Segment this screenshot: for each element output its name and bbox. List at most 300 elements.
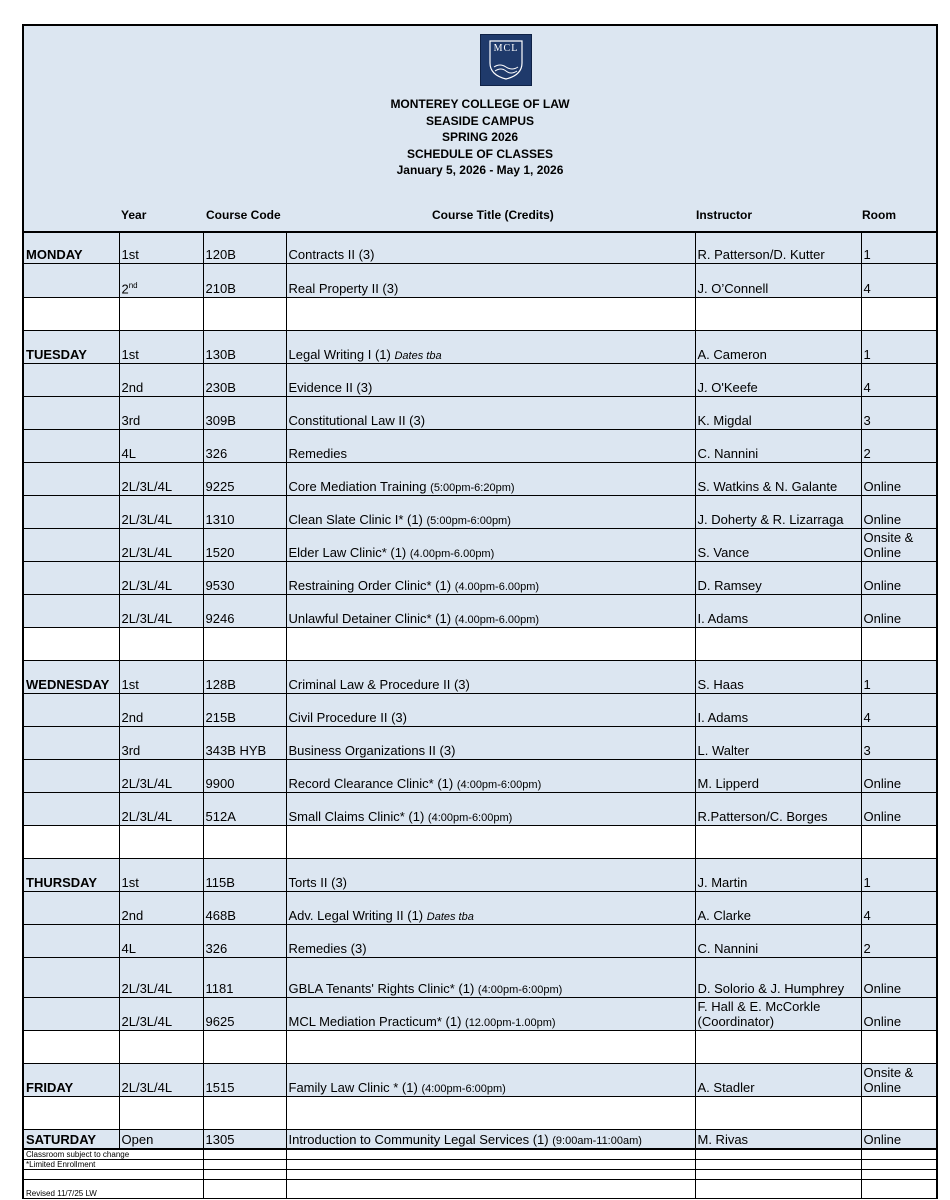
room-cell bbox=[861, 430, 936, 463]
course-time-note: (4:00pm-6:00pm) bbox=[477, 984, 563, 996]
day-cell bbox=[24, 298, 119, 331]
day-cell bbox=[24, 727, 119, 760]
course-title-cell bbox=[286, 628, 695, 661]
footer-note: Classroom subject to change bbox=[24, 1150, 203, 1160]
course-code-text: 1310 bbox=[205, 512, 235, 527]
room-text: Onsite & Online bbox=[863, 530, 914, 560]
course-title-text: Constitutional Law II (3) bbox=[288, 413, 426, 428]
course-code-text: 128B bbox=[205, 677, 236, 692]
course-title-text: Family Law Clinic * (1) bbox=[288, 1080, 418, 1095]
day-text: WEDNESDAY bbox=[26, 677, 110, 692]
year-cell bbox=[119, 264, 203, 298]
instructor-cell bbox=[695, 793, 861, 826]
year-cell bbox=[119, 1097, 203, 1130]
year-cell bbox=[119, 661, 203, 694]
year-text: 2L/3L/4L bbox=[121, 1080, 173, 1095]
footer-cell bbox=[203, 1170, 286, 1180]
footer-cell bbox=[861, 1160, 936, 1170]
year-text: 2L/3L/4L bbox=[121, 512, 173, 527]
room-text: 3 bbox=[863, 413, 871, 428]
course-code-cell bbox=[203, 595, 286, 628]
footer-row bbox=[24, 1170, 936, 1180]
spacer-row bbox=[24, 298, 936, 331]
course-time-note: (5:00pm-6:20pm) bbox=[430, 482, 515, 494]
room-text: Online bbox=[863, 512, 902, 527]
course-row bbox=[24, 562, 936, 595]
course-title-text: Remedies bbox=[288, 446, 348, 461]
course-time-note: (4.00pm-6.00pm) bbox=[409, 548, 495, 560]
course-title-text: Contracts II (3) bbox=[288, 247, 375, 262]
schedule-table bbox=[24, 232, 936, 1149]
instructor-cell bbox=[695, 826, 861, 859]
day-cell bbox=[24, 661, 119, 694]
course-title-text: Remedies (3) bbox=[288, 941, 367, 956]
course-code-cell bbox=[203, 264, 286, 298]
day-cell bbox=[24, 364, 119, 397]
instructor-cell bbox=[695, 264, 861, 298]
instructor-cell bbox=[695, 998, 861, 1031]
course-title-cell bbox=[286, 1130, 695, 1149]
course-title-text: Small Claims Clinic* (1) bbox=[288, 809, 425, 824]
schedule-sheet bbox=[22, 24, 938, 1199]
instructor-text: S. Watkins & N. Galante bbox=[697, 479, 838, 494]
year-text: 2L/3L/4L bbox=[121, 578, 173, 593]
room-cell bbox=[861, 264, 936, 298]
instructor-cell bbox=[695, 463, 861, 496]
room-cell bbox=[861, 463, 936, 496]
footer-cell bbox=[695, 1170, 861, 1180]
column-header-room: Room bbox=[862, 208, 896, 222]
course-code-text: 343B HYB bbox=[205, 743, 267, 758]
course-code-cell bbox=[203, 760, 286, 793]
course-row bbox=[24, 958, 936, 998]
course-code-cell bbox=[203, 628, 286, 661]
year-text: 2L/3L/4L bbox=[121, 776, 173, 791]
room-cell bbox=[861, 1097, 936, 1130]
spacer-row bbox=[24, 826, 936, 859]
course-row bbox=[24, 233, 936, 264]
year-text: Open bbox=[121, 1132, 154, 1147]
course-time-note: (4:00pm-6:00pm) bbox=[427, 812, 513, 824]
course-row bbox=[24, 694, 936, 727]
instructor-text: F. Hall & E. McCorkle (Coordinator) bbox=[697, 999, 821, 1029]
course-row bbox=[24, 264, 936, 298]
course-code-cell bbox=[203, 958, 286, 998]
day-cell bbox=[24, 793, 119, 826]
room-cell bbox=[861, 760, 936, 793]
course-title-cell bbox=[286, 925, 695, 958]
course-code-cell bbox=[203, 892, 286, 925]
footer-cell bbox=[861, 1170, 936, 1180]
instructor-text: R.Patterson/C. Borges bbox=[697, 809, 828, 824]
course-title-cell bbox=[286, 727, 695, 760]
instructor-text: S. Haas bbox=[697, 677, 744, 692]
footer-note: Revised 11/7/25 LW bbox=[24, 1180, 203, 1199]
course-title-text: Adv. Legal Writing II (1) bbox=[288, 908, 424, 923]
year-cell bbox=[119, 958, 203, 998]
course-code-cell bbox=[203, 925, 286, 958]
footer-cell bbox=[861, 1150, 936, 1160]
year-text: 2nd bbox=[121, 908, 144, 923]
course-title-cell bbox=[286, 1064, 695, 1097]
course-code-text: 9530 bbox=[205, 578, 235, 593]
instructor-cell bbox=[695, 496, 861, 529]
room-text: Online bbox=[863, 578, 902, 593]
course-title-cell bbox=[286, 661, 695, 694]
course-row bbox=[24, 727, 936, 760]
schedule-title-block bbox=[24, 96, 936, 179]
room-cell bbox=[861, 1031, 936, 1064]
course-row bbox=[24, 998, 936, 1031]
instructor-text: J. O'Keefe bbox=[697, 380, 758, 395]
course-row bbox=[24, 661, 936, 694]
course-code-cell bbox=[203, 430, 286, 463]
course-code-text: 9225 bbox=[205, 479, 235, 494]
year-cell bbox=[119, 793, 203, 826]
year-text: 2L/3L/4L bbox=[121, 809, 173, 824]
year-cell bbox=[119, 233, 203, 264]
footer-row bbox=[24, 1180, 936, 1199]
room-cell bbox=[861, 694, 936, 727]
room-cell bbox=[861, 958, 936, 998]
course-code-cell bbox=[203, 859, 286, 892]
course-code-cell bbox=[203, 496, 286, 529]
room-cell bbox=[861, 892, 936, 925]
instructor-text: S. Vance bbox=[697, 545, 750, 560]
course-row bbox=[24, 331, 936, 364]
instructor-cell bbox=[695, 892, 861, 925]
instructor-cell bbox=[695, 595, 861, 628]
course-title-text: Civil Procedure II (3) bbox=[288, 710, 407, 725]
course-code-cell bbox=[203, 562, 286, 595]
instructor-text: I. Adams bbox=[697, 710, 749, 725]
course-code-cell bbox=[203, 998, 286, 1031]
day-cell bbox=[24, 233, 119, 264]
instructor-cell bbox=[695, 562, 861, 595]
course-dates-note: Dates tba bbox=[426, 911, 474, 923]
room-cell bbox=[861, 793, 936, 826]
year-cell bbox=[119, 925, 203, 958]
course-code-text: 9900 bbox=[205, 776, 235, 791]
year-cell bbox=[119, 298, 203, 331]
course-code-cell bbox=[203, 661, 286, 694]
course-time-note: (12.00pm-1.00pm) bbox=[465, 1017, 556, 1029]
course-title-text: Evidence II (3) bbox=[288, 380, 373, 395]
column-header-year: Year bbox=[121, 208, 147, 222]
room-cell bbox=[861, 628, 936, 661]
year-text: 2L/3L/4L bbox=[121, 981, 173, 996]
instructor-text: J. Doherty & R. Lizarraga bbox=[697, 512, 844, 527]
year-cell bbox=[119, 1064, 203, 1097]
year-text: 2nd bbox=[121, 710, 144, 725]
course-title-cell bbox=[286, 496, 695, 529]
day-cell bbox=[24, 826, 119, 859]
course-code-text: 1515 bbox=[205, 1080, 235, 1095]
day-cell bbox=[24, 925, 119, 958]
room-cell bbox=[861, 1064, 936, 1097]
room-cell bbox=[861, 496, 936, 529]
instructor-cell bbox=[695, 859, 861, 892]
course-code-text: 326 bbox=[205, 941, 228, 956]
column-header-code: Course Code bbox=[206, 208, 281, 222]
course-title-cell bbox=[286, 694, 695, 727]
room-cell bbox=[861, 727, 936, 760]
room-text: Online bbox=[863, 809, 902, 824]
room-text: 3 bbox=[863, 743, 871, 758]
course-title-text: Torts II (3) bbox=[288, 875, 348, 890]
instructor-cell bbox=[695, 1064, 861, 1097]
course-row bbox=[24, 892, 936, 925]
course-title-cell bbox=[286, 562, 695, 595]
course-title-text: Unlawful Detainer Clinic* (1) bbox=[288, 611, 452, 626]
course-code-text: 120B bbox=[205, 247, 236, 262]
room-cell bbox=[861, 331, 936, 364]
term-name: SPRING 2026 bbox=[441, 130, 519, 144]
footer-cell bbox=[203, 1180, 286, 1199]
room-text: 2 bbox=[863, 446, 871, 461]
day-cell bbox=[24, 760, 119, 793]
year-cell bbox=[119, 1031, 203, 1064]
instructor-text: A. Clarke bbox=[697, 908, 751, 923]
course-code-cell bbox=[203, 463, 286, 496]
instructor-cell bbox=[695, 430, 861, 463]
year-cell bbox=[119, 397, 203, 430]
day-cell bbox=[24, 1031, 119, 1064]
document-title: SCHEDULE OF CLASSES bbox=[406, 146, 553, 161]
course-row bbox=[24, 1130, 936, 1149]
room-text: 2 bbox=[863, 941, 871, 956]
course-code-text: 309B bbox=[205, 413, 236, 428]
instructor-cell bbox=[695, 661, 861, 694]
day-cell bbox=[24, 1130, 119, 1149]
room-text: 1 bbox=[863, 677, 871, 692]
course-code-text: 210B bbox=[205, 281, 236, 296]
instructor-text: D. Ramsey bbox=[697, 578, 762, 593]
course-title-cell bbox=[286, 364, 695, 397]
campus-name: SEASIDE CAMPUS bbox=[425, 113, 535, 128]
instructor-text: J. Martin bbox=[697, 875, 748, 890]
day-cell bbox=[24, 628, 119, 661]
footer-row bbox=[24, 1160, 936, 1170]
year-text: 2nd bbox=[121, 380, 144, 395]
year-text: 4L bbox=[121, 446, 136, 461]
course-title-text: GBLA Tenants' Rights Clinic* (1) bbox=[288, 981, 475, 996]
course-title-text: Legal Writing I (1) bbox=[288, 347, 391, 362]
course-row bbox=[24, 793, 936, 826]
room-cell bbox=[861, 298, 936, 331]
instructor-cell bbox=[695, 958, 861, 998]
course-row bbox=[24, 463, 936, 496]
course-code-text: 130B bbox=[205, 347, 236, 362]
instructor-text: I. Adams bbox=[697, 611, 749, 626]
year-cell bbox=[119, 331, 203, 364]
course-time-note: (4.00pm-6.00pm) bbox=[454, 614, 540, 626]
room-text: 1 bbox=[863, 347, 871, 362]
course-title-cell bbox=[286, 264, 695, 298]
column-headers bbox=[24, 206, 936, 226]
schedule-footer bbox=[24, 1149, 937, 1199]
course-title-text: Clean Slate Clinic I* (1) bbox=[288, 512, 423, 527]
course-row bbox=[24, 595, 936, 628]
year-cell bbox=[119, 364, 203, 397]
course-title-cell bbox=[286, 1097, 695, 1130]
day-cell bbox=[24, 529, 119, 562]
course-code-text: 230B bbox=[205, 380, 236, 395]
column-header-title: Course Title (Credits) bbox=[432, 208, 554, 222]
day-cell bbox=[24, 430, 119, 463]
instructor-text: D. Solorio & J. Humphrey bbox=[697, 981, 845, 996]
day-cell bbox=[24, 1064, 119, 1097]
year-text: 3rd bbox=[121, 743, 141, 758]
instructor-text: R. Patterson/D. Kutter bbox=[697, 247, 825, 262]
course-code-text: 1181 bbox=[205, 981, 234, 996]
day-cell bbox=[24, 264, 119, 298]
course-title-text: Criminal Law & Procedure II (3) bbox=[288, 677, 470, 692]
year-text: 1st bbox=[121, 677, 139, 692]
column-header-instructor: Instructor bbox=[696, 208, 753, 222]
course-code-cell bbox=[203, 826, 286, 859]
instructor-text: L. Walter bbox=[697, 743, 750, 758]
course-title-text: Restraining Order Clinic* (1) bbox=[288, 578, 452, 593]
day-cell bbox=[24, 595, 119, 628]
course-code-cell bbox=[203, 1097, 286, 1130]
year-cell bbox=[119, 595, 203, 628]
course-title-cell bbox=[286, 760, 695, 793]
instructor-cell bbox=[695, 727, 861, 760]
instructor-text: K. Migdal bbox=[697, 413, 752, 428]
year-cell bbox=[119, 628, 203, 661]
day-cell bbox=[24, 496, 119, 529]
course-title-text: Elder Law Clinic* (1) bbox=[288, 545, 407, 560]
year-ordinal-suffix: nd bbox=[128, 280, 138, 290]
course-code-cell bbox=[203, 233, 286, 264]
spacer-row bbox=[24, 1097, 936, 1130]
footer-cell bbox=[286, 1160, 695, 1170]
course-time-note: (4.00pm-6.00pm) bbox=[454, 581, 540, 593]
course-title-cell bbox=[286, 529, 695, 562]
year-cell bbox=[119, 463, 203, 496]
course-code-cell bbox=[203, 298, 286, 331]
course-row bbox=[24, 430, 936, 463]
room-text: Online bbox=[863, 479, 902, 494]
course-code-cell bbox=[203, 529, 286, 562]
course-title-text: MCL Mediation Practicum* (1) bbox=[288, 1014, 462, 1029]
course-dates-note: Dates tba bbox=[394, 350, 442, 362]
instructor-text: A. Cameron bbox=[697, 347, 767, 362]
day-cell bbox=[24, 998, 119, 1031]
course-code-text: 215B bbox=[205, 710, 236, 725]
logo-text: MCL bbox=[493, 43, 519, 54]
course-title-cell bbox=[286, 859, 695, 892]
course-code-cell bbox=[203, 331, 286, 364]
instructor-text: M. Lipperd bbox=[697, 776, 759, 791]
room-cell bbox=[861, 925, 936, 958]
year-text: 2L/3L/4L bbox=[121, 1014, 173, 1029]
year-cell bbox=[119, 1130, 203, 1149]
course-row bbox=[24, 397, 936, 430]
course-time-note: (4:00pm-6:00pm) bbox=[421, 1083, 506, 1095]
day-cell bbox=[24, 331, 119, 364]
course-code-text: 9246 bbox=[205, 611, 235, 626]
day-cell bbox=[24, 694, 119, 727]
footer-row bbox=[24, 1150, 936, 1160]
course-title-cell bbox=[286, 233, 695, 264]
course-code-cell bbox=[203, 1031, 286, 1064]
course-row bbox=[24, 496, 936, 529]
instructor-cell bbox=[695, 397, 861, 430]
day-cell bbox=[24, 958, 119, 998]
year-cell bbox=[119, 529, 203, 562]
year-text: 2L/3L/4L bbox=[121, 479, 173, 494]
footer-cell bbox=[203, 1150, 286, 1160]
course-title-text: Introduction to Community Legal Services (1) bbox=[288, 1132, 549, 1147]
instructor-text: C. Nannini bbox=[697, 941, 759, 956]
day-cell bbox=[24, 463, 119, 496]
day-text: FRIDAY bbox=[26, 1080, 74, 1095]
course-title-text: Business Organizations II (3) bbox=[288, 743, 456, 758]
room-cell bbox=[861, 595, 936, 628]
course-title-cell bbox=[286, 298, 695, 331]
footer-cell bbox=[861, 1180, 936, 1199]
room-cell bbox=[861, 397, 936, 430]
footer-cell bbox=[286, 1150, 695, 1160]
course-title-cell bbox=[286, 595, 695, 628]
room-cell bbox=[861, 1130, 936, 1149]
room-text: 4 bbox=[863, 710, 871, 725]
course-code-cell bbox=[203, 1064, 286, 1097]
room-text: Onsite & Online bbox=[863, 1065, 914, 1095]
course-code-cell bbox=[203, 793, 286, 826]
course-title-cell bbox=[286, 958, 695, 998]
instructor-cell bbox=[695, 1130, 861, 1149]
instructor-cell bbox=[695, 331, 861, 364]
year-text: 1st bbox=[121, 347, 139, 362]
year-cell bbox=[119, 998, 203, 1031]
course-code-text: 115B bbox=[205, 875, 235, 890]
room-cell bbox=[861, 562, 936, 595]
schedule-header bbox=[24, 26, 936, 232]
year-text: 3rd bbox=[121, 413, 141, 428]
day-text: THURSDAY bbox=[26, 875, 98, 890]
course-code-cell bbox=[203, 694, 286, 727]
course-row bbox=[24, 364, 936, 397]
course-time-note: (4:00pm-6:00pm) bbox=[456, 779, 542, 791]
course-title-cell bbox=[286, 1031, 695, 1064]
footer-cell bbox=[203, 1160, 286, 1170]
room-text: 1 bbox=[863, 875, 871, 890]
room-text: Online bbox=[863, 981, 902, 996]
year-cell bbox=[119, 892, 203, 925]
room-text: 1 bbox=[863, 247, 871, 262]
instructor-cell bbox=[695, 529, 861, 562]
instructor-cell bbox=[695, 364, 861, 397]
course-row bbox=[24, 529, 936, 562]
year-cell bbox=[119, 859, 203, 892]
year-cell bbox=[119, 562, 203, 595]
course-row bbox=[24, 760, 936, 793]
day-cell bbox=[24, 892, 119, 925]
course-title-cell bbox=[286, 331, 695, 364]
instructor-cell bbox=[695, 925, 861, 958]
term-dates: January 5, 2026 - May 1, 2026 bbox=[396, 163, 564, 177]
instructor-cell bbox=[695, 233, 861, 264]
course-code-text: 1520 bbox=[205, 545, 235, 560]
course-code-cell bbox=[203, 364, 286, 397]
course-code-cell bbox=[203, 397, 286, 430]
footer-cell bbox=[695, 1160, 861, 1170]
course-title-cell bbox=[286, 430, 695, 463]
course-code-cell bbox=[203, 1130, 286, 1149]
